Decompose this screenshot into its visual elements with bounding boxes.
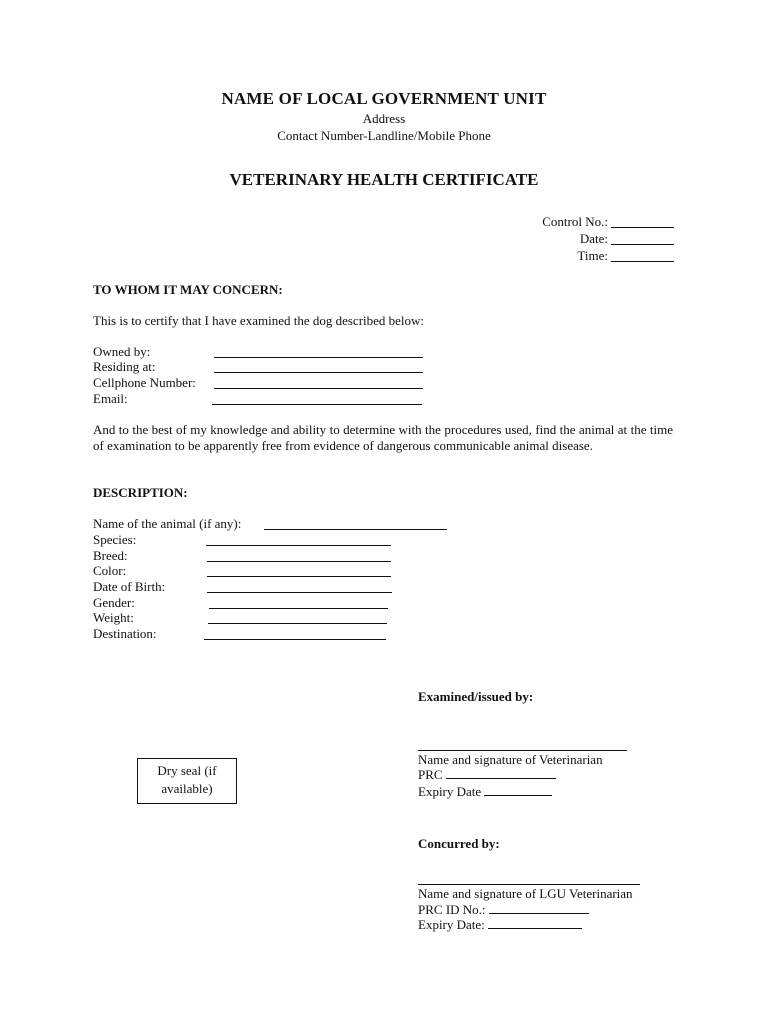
date-label: Date: — [579, 231, 608, 246]
lgu-contact: Contact Number-Landline/Mobile Phone — [277, 128, 491, 143]
examined-heading: Examined/issued by: — [418, 689, 534, 704]
certification-statement: And to the best of my knowledge and ability to determine with the procedures used, find the animal at the time of examination to be apparently free from evidence of dangerous communicable animal disease. — [93, 422, 673, 453]
concurred-heading: Concurred by: — [418, 836, 500, 851]
prc-id-field[interactable] — [489, 902, 589, 914]
color-field[interactable] — [207, 576, 391, 577]
breed-field[interactable] — [207, 561, 391, 562]
residing-at-field[interactable] — [214, 372, 423, 373]
salutation: TO WHOM IT MAY CONCERN: — [93, 282, 283, 297]
expiry-row — [418, 784, 552, 800]
species-field[interactable] — [206, 545, 391, 546]
prc-row — [418, 767, 556, 783]
weight-field[interactable] — [208, 623, 387, 624]
residing-at-label: Residing at: — [93, 359, 156, 374]
description-heading: DESCRIPTION: — [93, 485, 188, 500]
lgu-name: NAME OF LOCAL GOVERNMENT UNIT — [221, 89, 547, 108]
expiry-label: Expiry Date — [418, 784, 482, 799]
cellphone-field[interactable] — [214, 388, 423, 389]
lgu-veterinarian-signature-label: Name and signature of LGU Veterinarian — [418, 886, 633, 901]
prc-id-label: PRC ID No.: — [418, 902, 486, 917]
control-no-field[interactable] — [611, 227, 674, 228]
dry-seal-box: Dry seal (if available) — [137, 758, 237, 804]
time-label: Time: — [577, 248, 608, 263]
email-label: Email: — [93, 391, 128, 406]
destination-field[interactable] — [204, 639, 386, 640]
cellphone-label: Cellphone Number: — [93, 375, 196, 390]
destination-label: Destination: — [93, 626, 157, 641]
lgu-address: Address — [362, 111, 406, 126]
lgu-expiry-label: Expiry Date: — [418, 917, 485, 932]
animal-name-label: Name of the animal (if any): — [93, 516, 242, 531]
veterinarian-signature-field[interactable] — [418, 750, 627, 751]
owned-by-label: Owned by: — [93, 344, 151, 359]
control-no-label: Control No.: — [542, 214, 608, 229]
time-field[interactable] — [611, 261, 674, 262]
prc-id-row — [418, 902, 589, 918]
prc-field[interactable] — [446, 767, 556, 779]
lgu-expiry-field[interactable] — [488, 917, 582, 929]
dob-label: Date of Birth: — [93, 579, 166, 594]
date-field[interactable] — [611, 244, 674, 245]
owned-by-field[interactable] — [214, 357, 423, 358]
color-label: Color: — [93, 563, 127, 578]
gender-label: Gender: — [93, 595, 135, 610]
dob-field[interactable] — [207, 592, 392, 593]
email-field[interactable] — [212, 404, 422, 405]
certificate-title: VETERINARY HEALTH CERTIFICATE — [229, 170, 539, 189]
intro-text: This is to certify that I have examined the dog described below: — [93, 313, 425, 328]
breed-label: Breed: — [93, 548, 128, 563]
lgu-veterinarian-signature-field[interactable] — [418, 884, 640, 885]
veterinarian-signature-label: Name and signature of Veterinarian — [418, 752, 603, 767]
species-label: Species: — [93, 532, 137, 547]
animal-name-field[interactable] — [264, 529, 447, 530]
expiry-field[interactable] — [484, 784, 552, 796]
prc-label: PRC — [418, 767, 443, 782]
gender-field[interactable] — [209, 608, 388, 609]
weight-label: Weight: — [93, 610, 134, 625]
lgu-expiry-row — [418, 917, 582, 933]
